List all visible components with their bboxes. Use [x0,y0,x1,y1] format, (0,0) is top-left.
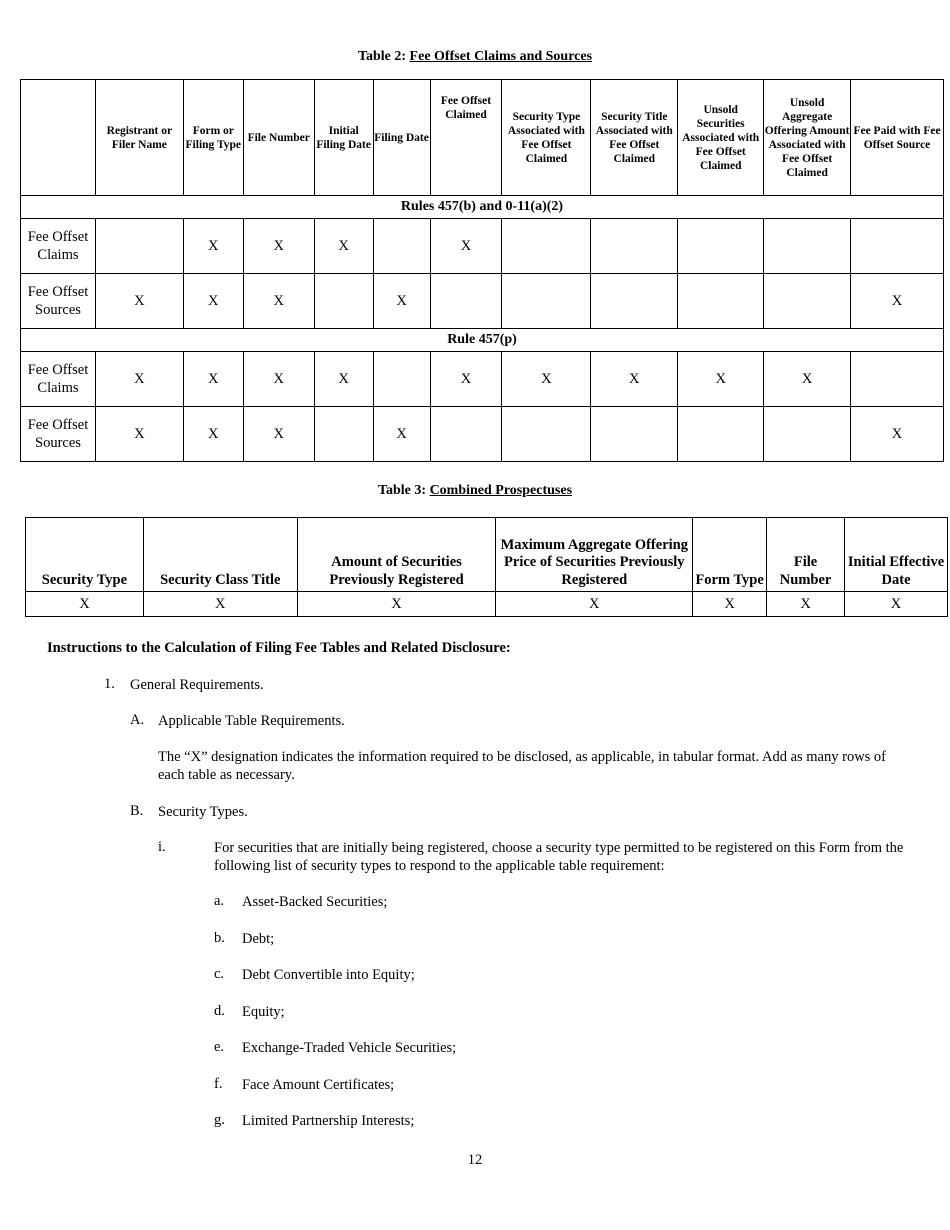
list-letter: f. [214,1076,223,1092]
table-cell: X [183,407,243,462]
table-cell [591,219,678,274]
column-header: Unsold Securities Associated with Fee Offset Claimed [678,80,764,196]
table-cell: X [95,274,183,329]
table-cell: X [851,407,944,462]
column-header: Security Class Title [143,518,297,592]
list-letter: e. [214,1039,225,1055]
column-header: Filing Date [373,80,430,196]
table-cell: X [95,352,183,407]
table-cell [314,274,373,329]
row-label: Fee Offset Claims [21,219,96,274]
table-cell [591,274,678,329]
table-cell: X [243,407,314,462]
table-row [21,352,944,407]
table-cell [678,274,764,329]
column-header: File Number [767,518,845,592]
table-cell: X [851,274,944,329]
table-cell: X [183,352,243,407]
table-cell: X [373,407,430,462]
table-cell [764,274,851,329]
table-cell: X [693,592,767,617]
list-letter: c. [214,966,225,982]
table-cell [502,274,591,329]
section-title: Rules 457(b) and 0-11(a)(2) [21,196,944,219]
column-header: Maximum Aggregate Offering Price of Securities Previously Registered [496,518,693,592]
table-cell [764,407,851,462]
table-cell [851,352,944,407]
table-cell [851,219,944,274]
item-number: A. [130,712,145,728]
column-header: Form Type [693,518,767,592]
row-label: Fee Offset Sources [21,274,96,329]
column-header [21,80,96,196]
table-cell: X [591,352,678,407]
table-cell: X [143,592,297,617]
item-number: 1. [104,676,115,692]
column-header: Unsold Aggregate Offering Amount Associated with Fee Offset Claimed [764,80,851,196]
table-cell: X [678,352,764,407]
table-cell: X [243,352,314,407]
table-row [21,274,944,329]
list-item: Face Amount Certificates; [242,1077,395,1093]
column-header: Security Title Associated with Fee Offset Claimed [591,80,678,196]
table-cell [430,407,502,462]
column-header: Fee Offset Claimed [430,80,502,196]
column-header: Registrant or Filer Name [95,80,183,196]
column-header: File Number [243,80,314,196]
list-item: Limited Partnership Interests; [242,1113,415,1129]
table-cell: X [183,219,243,274]
table2-caption: Table 2: Fee Offset Claims and Sources [357,49,593,64]
list-item: Debt; [242,931,275,947]
section-title: Rule 457(p) [21,329,944,352]
section-row [21,196,944,219]
table-cell [764,219,851,274]
table-cell: X [26,592,144,617]
column-header: Initial Effective Date [845,518,948,592]
table-cell: X [314,352,373,407]
table-cell: X [243,274,314,329]
item-title: General Requirements. [130,677,264,693]
item-number: i. [158,839,166,855]
column-header: Amount of Securities Previously Registered [297,518,496,592]
table-cell [678,407,764,462]
table-header-row [21,80,944,196]
row-label: Fee Offset Sources [21,407,96,462]
table-row [21,219,944,274]
column-header: Security Type Associated with Fee Offset Claimed [502,80,591,196]
item-title: Security Types. [158,804,248,820]
combined-prospectuses-table [25,517,948,617]
table-cell [591,407,678,462]
column-header: Fee Paid with Fee Offset Source [851,80,944,196]
table-cell: X [95,407,183,462]
table-cell: X [183,274,243,329]
section-row [21,329,944,352]
paragraph: For securities that are initially being registered, choose a security type permitted to be registered on this Form from the following list of security types to respond to the applicable table requirement: [214,840,904,874]
table-header-row [26,518,948,592]
row-label: Fee Offset Claims [21,352,96,407]
list-item: Debt Convertible into Equity; [242,967,415,983]
column-header: Initial Filing Date [314,80,373,196]
list-item: Asset-Backed Securities; [242,894,388,910]
table-cell [314,407,373,462]
fee-offset-table [20,79,944,462]
table-cell: X [430,219,502,274]
table-cell [502,407,591,462]
list-letter: d. [214,1003,225,1019]
table-cell [430,274,502,329]
table-cell [373,352,430,407]
list-letter: a. [214,893,225,909]
table-cell: X [767,592,845,617]
table3-caption: Table 3: Combined Prospectuses [377,483,573,498]
table-cell: X [297,592,496,617]
item-title: Applicable Table Requirements. [158,713,345,729]
table-row [26,592,948,617]
list-item: Equity; [242,1004,285,1020]
page-number: 12 [467,1152,483,1168]
table-cell [95,219,183,274]
column-header: Form or Filing Type [183,80,243,196]
table-cell: X [314,219,373,274]
column-header: Security Type [26,518,144,592]
table-cell: X [845,592,948,617]
table-cell: X [502,352,591,407]
table-cell: X [430,352,502,407]
table-cell [678,219,764,274]
table-cell [502,219,591,274]
list-letter: g. [214,1112,225,1128]
table-cell [373,219,430,274]
item-number: B. [130,803,144,819]
list-item: Exchange-Traded Vehicle Securities; [242,1040,457,1056]
paragraph: The “X” designation indicates the information required to be disclosed, as applicable, in tabular format. Add as many rows of each table as necessary. [158,749,887,783]
table-cell: X [764,352,851,407]
table-cell: X [243,219,314,274]
table-cell: X [373,274,430,329]
instructions-heading: Instructions to the Calculation of Filing Fee Tables and Related Disclosure: [47,640,511,656]
table-row [21,407,944,462]
table-cell: X [496,592,693,617]
list-letter: b. [214,930,225,946]
